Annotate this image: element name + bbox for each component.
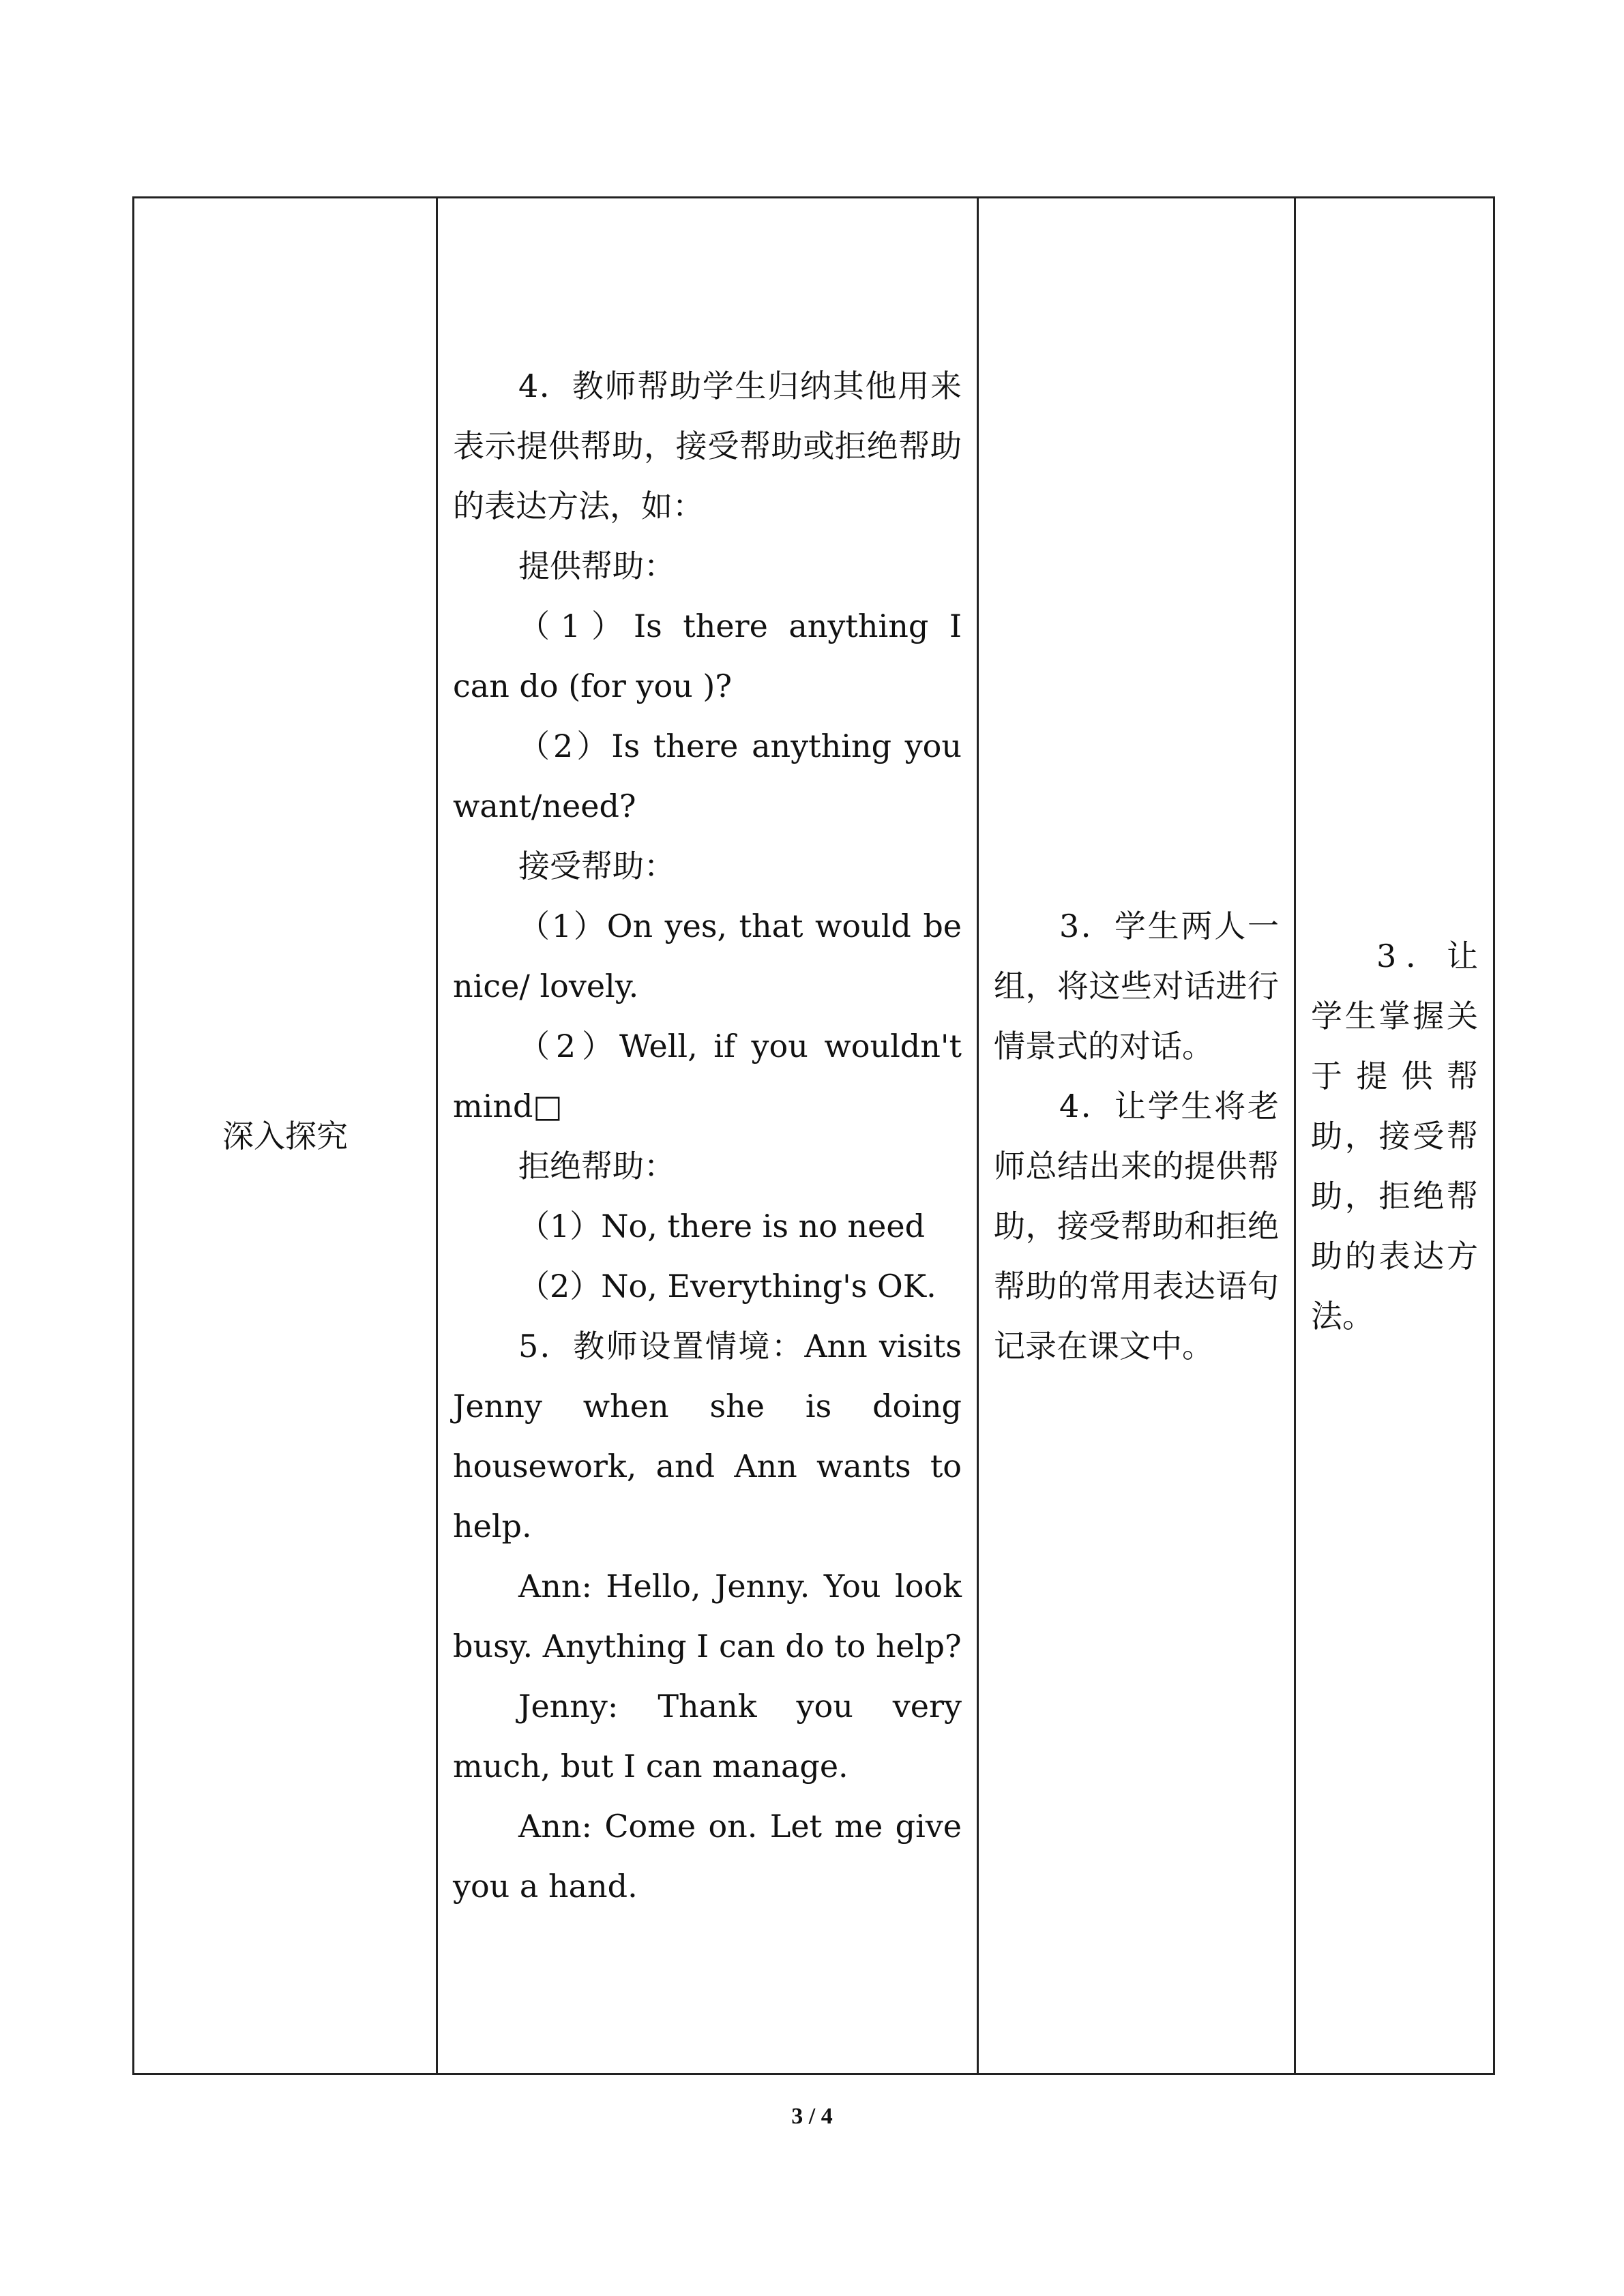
page-number: 3 / 4 [791, 2104, 833, 2129]
design-intent-text [1296, 926, 1493, 1346]
stage-cell [134, 198, 437, 2074]
paragraph: 4．让学生将老师总结出来的提供帮助，接受帮助和拒绝帮助的常用表达语句记录在课文中。 [994, 1087, 1279, 1365]
paragraph: （2）No, Everything's OK. [518, 1267, 936, 1304]
paragraph: Ann: Come on. Let me give you a hand. [453, 1807, 962, 1905]
teacher-activity-text [438, 356, 977, 1916]
paragraph: 5．教师设置情境：Ann visits Jenny when she is doing housework, and Ann wants to help. [453, 1327, 962, 1545]
teacher-activity-cell [437, 198, 978, 2074]
paragraph: 3．学生两人一组，将这些对话进行情景式的对话。 [994, 907, 1279, 1064]
paragraph: 4．教师帮助学生归纳其他用来表示提供帮助，接受帮助或拒绝帮助的表达方法，如： [453, 367, 962, 524]
design-intent-cell [1295, 198, 1494, 2074]
table-row [134, 198, 1494, 2074]
paragraph: （1）Is there anything I can do (for you )? [453, 607, 962, 704]
paragraph: （1）No, there is no need [518, 1207, 926, 1244]
paragraph: 拒绝帮助： [518, 1147, 675, 1184]
paragraph: 提供帮助： [518, 547, 675, 584]
paragraph: （2）Well, if you wouldn't mind□ [453, 1027, 962, 1124]
paragraph: 3．让学生掌握关于提供帮助，接受帮助，拒绝帮助的表达方法。 [1311, 937, 1478, 1335]
paragraph: Jenny: Thank you very much, but I can manage. [453, 1687, 962, 1785]
paragraph: Ann: Hello, Jenny. You look busy. Anything I can do to help? [453, 1567, 962, 1665]
paragraph: （1）On yes, that would be nice/ lovely. [453, 907, 962, 1004]
student-activity-text [979, 896, 1294, 1376]
paragraph: （2）Is there anything you want/need? [453, 727, 962, 824]
lesson-plan-table [132, 196, 1495, 2075]
paragraph: 接受帮助： [518, 847, 675, 884]
stage-label: 深入探究 [222, 1117, 348, 1154]
student-activity-cell [978, 198, 1295, 2074]
